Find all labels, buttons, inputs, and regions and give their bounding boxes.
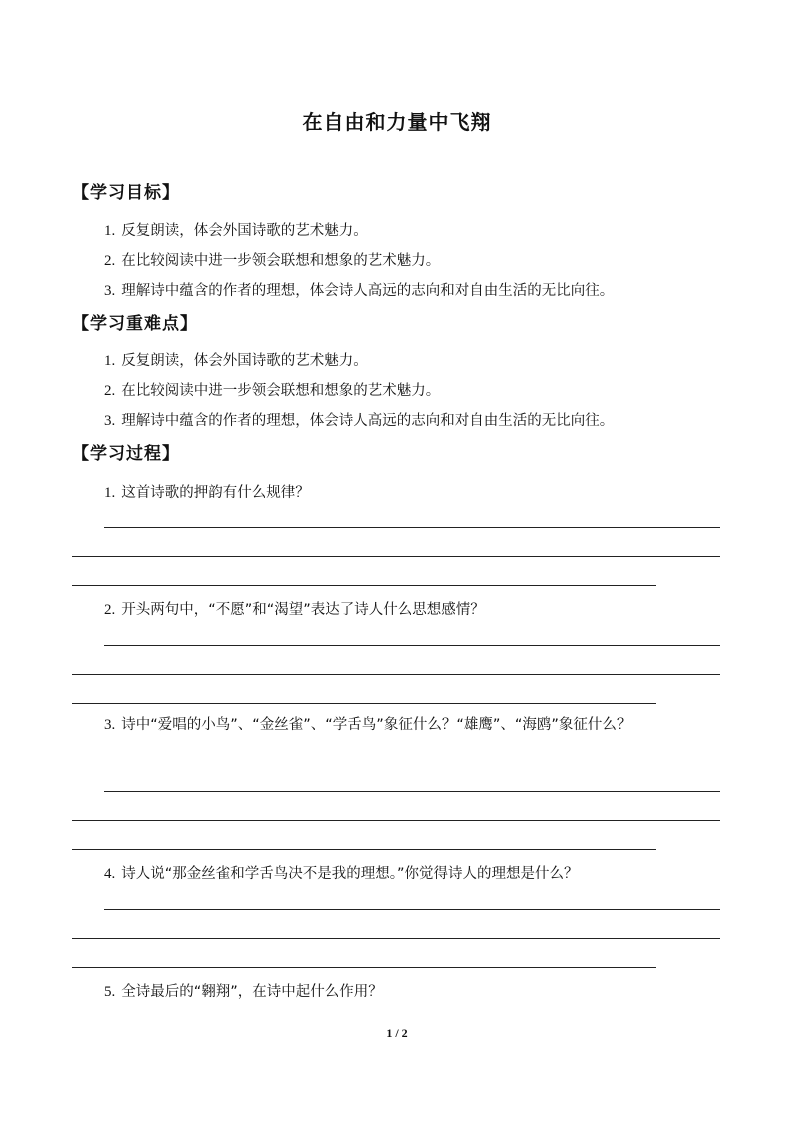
question-item: 3. 诗中“爱唱的小鸟”、“金丝雀”、“学舌鸟”象征什么？“雄鹰”、“海鸥”象征什么？: [104, 717, 632, 733]
keypoint-item: 3. 理解诗中蕴含的作者的理想，体会诗人高远的志向和对自由生活的无比向往。: [104, 413, 615, 429]
question-item: 4. 诗人说“那金丝雀和学舌鸟决不是我的理想。”你觉得诗人的理想是什么？: [104, 866, 579, 882]
question-item: 1. 这首诗歌的押韵有什么规律？: [104, 485, 310, 501]
answer-line[interactable]: [72, 967, 656, 968]
objectives-heading: 【学习目标】: [72, 183, 180, 203]
page-indicator: 1 / 2: [386, 1026, 408, 1040]
answer-line[interactable]: [72, 849, 656, 850]
question-item: 5. 全诗最后的“翱翔”，在诗中起什么作用？: [104, 984, 383, 1000]
objective-item: 1. 反复朗读，体会外国诗歌的艺术魅力。: [104, 223, 368, 239]
answer-line[interactable]: [72, 674, 720, 675]
process-heading: 【学习过程】: [72, 444, 180, 464]
answer-line[interactable]: [104, 527, 720, 528]
page-title: 在自由和力量中飞翔: [302, 110, 492, 134]
answer-line[interactable]: [72, 820, 720, 821]
answer-line[interactable]: [72, 938, 720, 939]
question-item: 2. 开头两句中，“不愿”和“渴望”表达了诗人什么思想感情？: [104, 602, 485, 618]
keypoint-item: 1. 反复朗读，体会外国诗歌的艺术魅力。: [104, 353, 368, 369]
answer-line[interactable]: [104, 791, 720, 792]
answer-line[interactable]: [104, 909, 720, 910]
answer-line[interactable]: [72, 556, 720, 557]
answer-line[interactable]: [72, 703, 656, 704]
keypoint-item: 2. 在比较阅读中进一步领会联想和想象的艺术魅力。: [104, 383, 441, 399]
answer-line[interactable]: [72, 585, 656, 586]
keypoints-heading: 【学习重难点】: [72, 314, 198, 334]
answer-line[interactable]: [104, 645, 720, 646]
objective-item: 2. 在比较阅读中进一步领会联想和想象的艺术魅力。: [104, 253, 441, 269]
objective-item: 3. 理解诗中蕴含的作者的理想，体会诗人高远的志向和对自由生活的无比向往。: [104, 283, 615, 299]
